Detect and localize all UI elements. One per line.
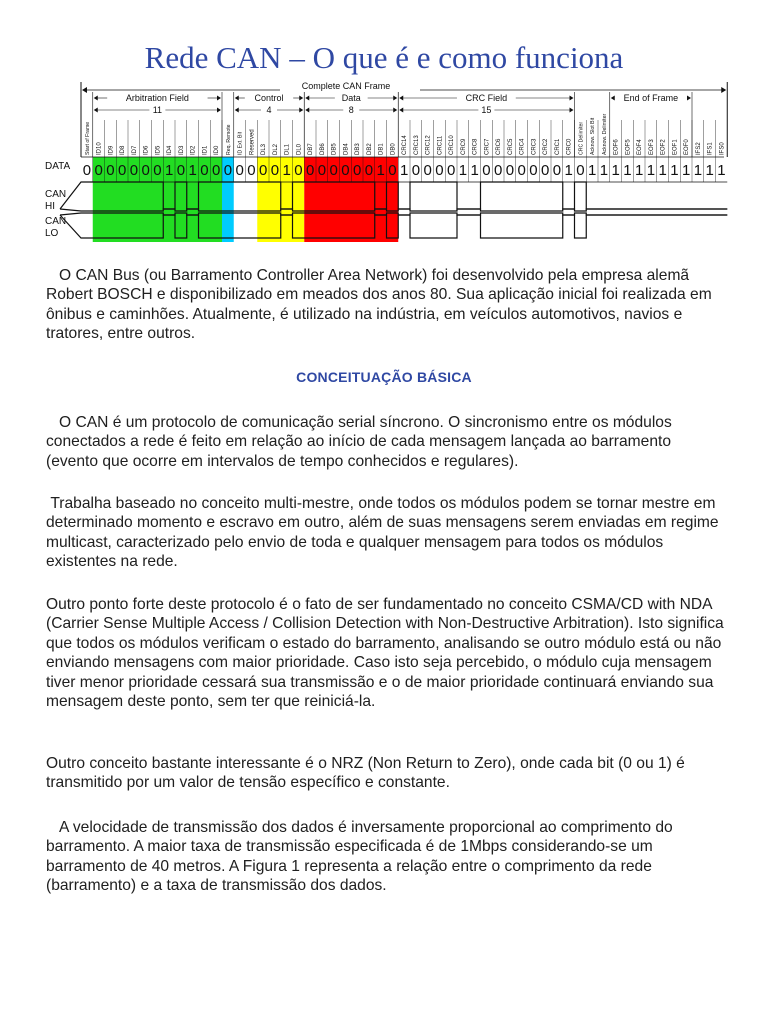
paragraph-csma — [46, 595, 726, 711]
bit-label: EOF2 — [660, 139, 667, 155]
bit-label: ID8 — [120, 145, 127, 155]
bit-value: 0 — [505, 162, 515, 179]
bit-value: 1 — [681, 162, 691, 179]
bit-value: 0 — [117, 162, 127, 179]
bit-label: Acknow. Delimiter — [601, 113, 608, 155]
bit-label: DB0 — [390, 143, 397, 155]
bit-label: CRC11 — [437, 135, 444, 155]
bit-value: 1 — [564, 162, 573, 179]
bit-label: ID4 — [167, 145, 174, 155]
bit-value: 0 — [223, 162, 233, 179]
can-lo-label-2: LO — [45, 228, 59, 239]
bit-label: CRC7 — [484, 138, 491, 155]
bit-value: 0 — [423, 162, 432, 179]
field-label: Data — [341, 93, 361, 103]
bit-label: EOF1 — [672, 139, 679, 155]
field-label: CRC Field — [465, 93, 508, 103]
paragraph-multimaster — [46, 494, 726, 572]
bit-value: 1 — [670, 162, 679, 179]
bit-label: ID3 — [178, 145, 185, 155]
bit-label: Reserved — [249, 129, 256, 155]
bit-value: 0 — [94, 162, 103, 179]
bit-label: IFS2 — [695, 142, 702, 155]
bit-label: CRC13 — [413, 135, 420, 155]
bit-value: 1 — [705, 162, 714, 179]
bit-label: ID10 — [96, 142, 103, 155]
bit-label: CRC3 — [531, 138, 538, 155]
bit-label: EOF4 — [637, 139, 644, 155]
bit-label: CRC6 — [496, 138, 503, 155]
bit-value: 1 — [164, 162, 174, 179]
bit-value: 0 — [352, 162, 362, 179]
bit-value: 0 — [141, 162, 150, 179]
bit-label: Acknow. Slot Bit — [590, 117, 597, 155]
bit-label: ID0 — [214, 145, 221, 155]
bit-label: ID1 — [202, 145, 209, 155]
bit-label: IFS0 — [719, 142, 726, 155]
bit-value: 1 — [188, 162, 197, 179]
bit-label: CRC10 — [449, 135, 456, 155]
bit-value: 1 — [458, 162, 468, 179]
bit-value: 0 — [388, 162, 397, 179]
paragraph-nrz-text: Outro conceito bastante interessante é o NRZ (Non Return to Zero), onde cada bit (0 ou 1) é transmitido por um valor de tensão específico e constante. — [46, 755, 685, 792]
field-bit-count: 15 — [481, 105, 492, 115]
bit-label: ID7 — [131, 145, 138, 155]
field-label: Control — [254, 93, 284, 103]
bit-label: DL0 — [296, 143, 303, 155]
bit-value: 0 — [176, 162, 186, 179]
bit-value: 0 — [82, 162, 92, 179]
bit-value: 1 — [470, 162, 479, 179]
bit-label: EOF0 — [684, 139, 691, 155]
bit-value: 0 — [341, 162, 350, 179]
bit-value: 0 — [576, 162, 585, 179]
bit-value: 0 — [552, 162, 562, 179]
bit-value: 1 — [646, 162, 656, 179]
bit-label: DL2 — [272, 143, 279, 155]
bit-value: 0 — [317, 162, 327, 179]
bit-label: DB4 — [343, 143, 350, 155]
bit-value: 0 — [106, 162, 115, 179]
bit-label: Start of Frame — [84, 121, 91, 155]
bit-value: 1 — [717, 162, 726, 179]
can-hi-label-2: HI — [45, 201, 55, 212]
bit-label: DL3 — [261, 143, 268, 155]
bit-value: 0 — [211, 162, 221, 179]
bit-value: 1 — [693, 162, 703, 179]
field-bit-count: 8 — [348, 105, 354, 115]
bit-label: CRC2 — [543, 138, 550, 155]
bit-label: ID Ext. Bit — [237, 131, 244, 155]
bit-label: DB6 — [319, 143, 326, 155]
bit-value: 0 — [411, 162, 421, 179]
bit-label: ID2 — [190, 145, 197, 155]
can-frame-figure — [0, 78, 768, 248]
bit-value: 0 — [200, 162, 209, 179]
paragraph-nrz — [46, 754, 726, 793]
bit-label: CRC12 — [425, 135, 432, 155]
bit-label: CRC0 — [566, 138, 573, 155]
paragraph-protocol-text: O CAN é um protocolo de comunicação serial síncrono. O sincronismo entre os módulos conectados a rede é feito em relação ao início de cada mensagem lançada ao barramento (evento que ocorre em intervalos de tempo conhecidos e regulares). — [46, 414, 672, 470]
bit-value: 1 — [611, 162, 620, 179]
bit-value: 0 — [270, 162, 280, 179]
bit-value: 0 — [153, 162, 162, 179]
bit-label: CRC9 — [460, 138, 467, 155]
bit-value: 0 — [247, 162, 256, 179]
data-row-label: DATA — [45, 161, 71, 172]
can-hi-label-1: CAN — [45, 189, 67, 200]
bit-label: IFS1 — [707, 142, 714, 155]
page-title: Rede CAN – O que é e como funciona — [144, 40, 624, 75]
bit-value: 0 — [435, 162, 444, 179]
paragraph-intro — [46, 266, 726, 344]
bit-value: 1 — [587, 162, 597, 179]
bit-label: DB1 — [378, 143, 385, 155]
bit-label: DL1 — [284, 143, 291, 155]
bit-label: EOF3 — [648, 139, 655, 155]
bit-value: 0 — [493, 162, 503, 179]
bit-value: 0 — [364, 162, 374, 179]
field-bit-count: 4 — [266, 105, 272, 115]
bit-value: 0 — [235, 162, 244, 179]
bit-value: 0 — [129, 162, 139, 179]
bit-label: CRC5 — [507, 138, 514, 155]
can-lo-label-1: CAN — [45, 216, 67, 227]
complete-frame-label: Complete CAN Frame — [301, 81, 391, 91]
bit-value: 1 — [376, 162, 385, 179]
bit-label: ID5 — [155, 145, 162, 155]
bit-label: DB2 — [366, 143, 373, 155]
bit-label: DB5 — [331, 143, 338, 155]
bit-value: 1 — [634, 162, 644, 179]
bit-value: 1 — [658, 162, 667, 179]
field-label: Arbitration Field — [125, 93, 189, 103]
bit-value: 0 — [529, 162, 538, 179]
paragraph-speed-text: A velocidade de transmissão dos dados é inversamente proporcional ao comprimento do barramento. A maior taxa de transmissão especificada é de 1Mbps considerando-se um barramento de 40 metros. A Figura 1 representa a relação entre o comprimento da rede (barramento) e a taxa de transmissão dos dados. — [46, 819, 673, 895]
section-heading: CONCEITUAÇÃO BÁSICA — [296, 369, 472, 385]
bit-value: 0 — [258, 162, 268, 179]
field-label: End of Frame — [623, 93, 679, 103]
bit-value: 0 — [305, 162, 315, 179]
bit-label: CRC Delimiter — [578, 121, 585, 155]
bit-value: 1 — [623, 162, 632, 179]
paragraph-intro-text: O CAN Bus (ou Barramento Controller Area Network) foi desenvolvido pela empresa alemã Robert BOSCH e disponibilizado em meados dos anos 80. Sua aplicação inicial foi realizada em ônibus e caminhões. Atualmente, é utilizado na indústria, em veículos automotivos, navios e tratores, entre outros. — [46, 267, 712, 343]
bit-value: 0 — [446, 162, 456, 179]
bit-label: ID9 — [108, 145, 115, 155]
bit-label: ID6 — [143, 145, 150, 155]
paragraph-csma-text: Outro ponto forte deste protocolo é o fato de ser fundamentado no conceito CSMA/CD with NDA (Carrier Sense Multiple Access / Collision Detection with Non-Destructive Arbitration). Isto significa que todos os módulos verificam o estado do barramento, analisando se outro módulo está ou não enviando mensagens com maior prioridade. Caso isto seja percebido, o módulo cuja mensagem tiver menor prioridade cessará sua transmissão e o de maior prioridade continuará enviando sua mensagem deste ponto, sem ter que reiniciá-la. — [46, 596, 724, 711]
bit-value: 1 — [282, 162, 291, 179]
bit-label: DB3 — [355, 143, 362, 155]
field-bit-count: 11 — [152, 105, 163, 115]
paragraph-protocol — [46, 413, 726, 471]
bit-value: 0 — [482, 162, 491, 179]
bit-label: CRC14 — [402, 135, 409, 155]
bit-value: 0 — [517, 162, 526, 179]
bit-label: EOF6 — [613, 139, 620, 155]
bit-value: 0 — [329, 162, 338, 179]
bit-value: 1 — [599, 162, 609, 179]
bit-label: CRC8 — [472, 138, 479, 155]
paragraph-multimaster-text: Trabalha baseado no conceito multi-mestre, onde todos os módulos podem se tornar mestre em determinado momento e escravo em outro, além de suas mensagens serem enviadas em regime multicast, caracterizado pelo envio de toda e qualquer mensagem para todos os módulos existentes na rede. — [46, 495, 719, 571]
bit-value: 0 — [540, 162, 550, 179]
bit-label: DB7 — [308, 143, 315, 155]
bit-label: EOF5 — [625, 139, 632, 155]
bit-label: CRC1 — [554, 138, 561, 155]
paragraph-speed — [46, 818, 726, 896]
bit-value: 0 — [294, 162, 303, 179]
bit-label: CRC4 — [519, 138, 526, 155]
bit-value: 1 — [399, 162, 409, 179]
bit-label: Req. Remote — [225, 124, 232, 155]
